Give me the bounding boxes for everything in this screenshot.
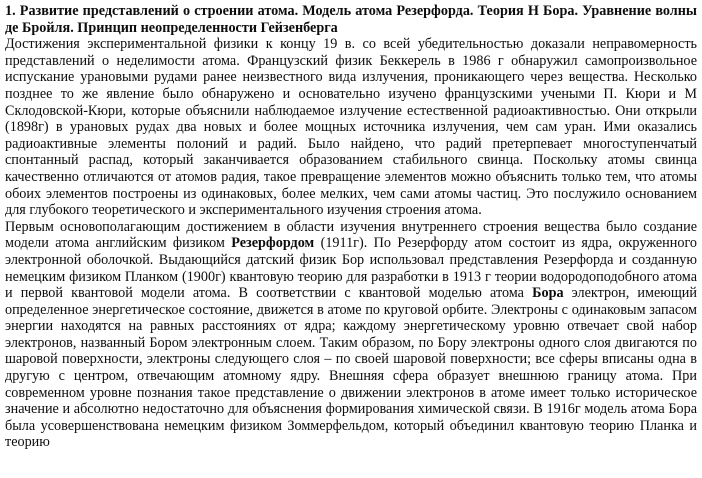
paragraph-text: (1911г). По Резерфорду атом состоит из ядра, окруженного электронной оболочкой. Выдающийся датский физик Бор использовал представления Резерфорда и созданную немецким физиком Планком (1900г) квантовую теорию для разработки в 1913 г теории водородоподобного атома и первой квантовой модели атома. В соответствии с квантовой моделью атома [5, 235, 697, 302]
document-heading: 1. Развитие представлений о строении атома. Модель атома Резерфорда. Теория Н Бора. Уравнение волны де Бройля. Принцип неопределенности Гейзенберга [5, 3, 697, 36]
paragraph-text: электрон, имеющий определенное энергетическое состояние, движется в атоме по круговой орбите. Электроны с одинаковым запасом энергии находятся на равных расстояниях от ядра; каждому энергетическому уровню отвечает свой набор электронов, названный Бором электронным слоем. Таким образом, по Бору электроны одного слоя двигаются по шаровой поверхности, электроны следующего слоя – по своей шаровой поверхности; все сферы вписаны одна в другую с центром, отвечающим атомному ядру. Внешняя сфера образует внешнюю границу атома. При современном уровне познания такое представление о движении электронов в атоме имеет только историческое значение и абсолютно недостаточно для объяснения формирования химической связи. В 1916г модель атома Бора была усовершенствована немецким физиком Зоммерфельдом, который объединил квантовую теорию Планка и теорию [5, 285, 697, 451]
paragraph-radioactivity: Достижения экспериментальной физики к концу 19 в. со всей убедительностью доказали неправомерность представлений о неделимости атома. Французский физик Беккерель в 1986 г обнаружил самопроизвольное испускание урановыми рудами ранее неизвестного вида излучения, проникающего через вещества. Несколько позднее то же явление было обнаружено и основательно изучено французскими учеными П. Кюри и М Склодовской-Кюри, которые объяснили наблюдаемое излучение естественной радиоактивностью. Они открыли (1898г) в урановых рудах два новых и более мощных источника излучения, чем сам уран. Ими оказались радиоактивные элементы полоний и радий. Было найдено, что радий претерпевает многоступенчатый спонтанный распад, который заканчивается образованием стабильного свинца. Поскольку атомы свинца качественно отличаются от атомов радия, такое превращение элементов можно объяснить только тем, что атомы обоих элементов построены из одинаковых, более мелких, чем сами атомы частиц. Это послужило основанием для глубокого теоретического и экспериментального изучения строения атома. [5, 36, 697, 219]
bold-term-rutherford: Резерфордом [231, 235, 315, 252]
paragraph-atom-models [5, 219, 697, 451]
document-page [5, 3, 697, 451]
bold-term-bohr: Бора [532, 285, 564, 302]
paragraph-text: Первым основополагающим достижением в области изучения внутреннего строения вещества было создание модели атома английским физиком [5, 218, 697, 252]
